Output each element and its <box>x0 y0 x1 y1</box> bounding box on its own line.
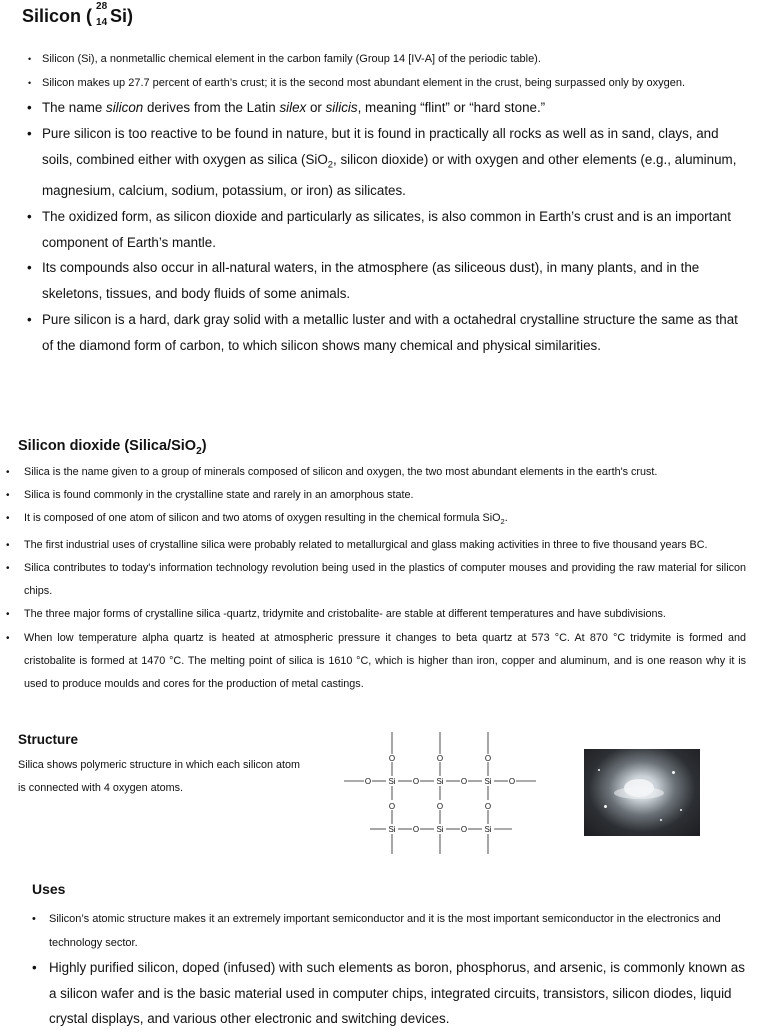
list-item: • The three major forms of crystalline silica -quartz, tridymite and cristobalite- are stable at different temperatures and have subdivisions. <box>6 603 746 626</box>
title-suffix: ) <box>127 6 134 26</box>
list-item: • Highly purified silicon, doped (infused) with such elements as boron, phosphorus, and arsenic, is commonly known as a silicon wafer and is the basic material used in computer chips, integrated circuits, transistors, silicon diodes, liquid crystal displays, and various other electronic and switching devices. <box>32 955 754 1032</box>
isotope-notation <box>92 1 110 29</box>
list-item: • Pure silicon is a hard, dark gray solid with a metallic luster and with a octahedral crystalline structure the same as that of the diamond form of carbon, to which silicon shows many chemical and physical similarities. <box>27 307 752 359</box>
oxygen-atom: O <box>460 825 468 834</box>
oxygen-atom: O <box>484 754 492 763</box>
silicon-atom: Si <box>436 825 444 834</box>
structure-description: Silica shows polymeric structure in which each silicon atom is connected with 4 oxygen atoms. <box>18 759 301 795</box>
list-item: • When low temperature alpha quartz is heated at atmospheric pressure it changes to beta quartz at 573 °C. At 870 °C tridymite is formed and cristobalite is formed at 1470 °C. The melting point of silica is 1610 °C, which is higher than iron, copper and aluminum, and is one reason why it is used to produce moulds and cores for the production of metal castings. <box>6 627 746 697</box>
structure-heading: Structure <box>18 732 79 747</box>
title-symbol: Si <box>110 6 128 26</box>
list-item: • The oxidized form, as silicon dioxide and particularly as silicates, is also common in Earth’s crust and is an important component of Earth’s mantle. <box>27 204 752 256</box>
silicon-facts-list <box>27 47 752 359</box>
oxygen-atom: O <box>388 754 396 763</box>
list-item: • Its compounds also occur in all-natural waters, in the atmosphere (as siliceous dust), in many plants, and in the skeletons, tissues, and body fluids of some animals. <box>27 255 752 307</box>
page-title <box>22 1 134 29</box>
list-item: • Silicon’s atomic structure makes it an extremely important semiconductor and it is the most important semiconductor in the electronics and technology sector. <box>32 908 754 955</box>
list-item: • Silica is found commonly in the crystalline state and rarely in an amorphous state. <box>6 484 746 507</box>
list-item: • The name silicon derives from the Latin silex or silicis, meaning “flint” or “hard stone.” <box>27 95 752 121</box>
oxygen-atom: O <box>436 754 444 763</box>
list-item: • Pure silicon is too reactive to be found in nature, but it is found in practically all rocks as well as in sand, clays, and soils, combined either with oxygen as silica (SiO$_2$, silicon dioxide) or with oxygen and other elements (e.g., aluminum, magnesium, calcium, sodium, potassium, or iron) as silicates. <box>27 121 752 204</box>
list-item: • It is composed of one atom of silicon and two atoms of oxygen resulting in the chemical formula SiO$_2$. <box>6 507 746 533</box>
oxygen-atom: O <box>388 802 396 811</box>
silica-facts-list <box>6 461 746 696</box>
oxygen-atom: O <box>364 777 372 786</box>
oxygen-atom: O <box>412 825 420 834</box>
oxygen-atom: O <box>412 777 420 786</box>
list-item: • The first industrial uses of crystalline silica were probably related to metallurgical and glass making activities in three to five thousand years BC. <box>6 534 746 557</box>
silica-structure-diagram <box>340 730 540 858</box>
silicon-atom: Si <box>388 825 396 834</box>
uses-list <box>32 908 754 1032</box>
oxygen-atom: O <box>460 777 468 786</box>
atomic-number: 14 <box>96 17 108 29</box>
oxygen-atom: O <box>436 802 444 811</box>
uses-heading: Uses <box>32 881 66 897</box>
oxygen-atom: O <box>484 802 492 811</box>
silica-heading: Silicon dioxide (Silica/SiO$_2$) <box>18 438 207 457</box>
silicon-atom: Si <box>484 825 492 834</box>
list-item: • Silicon makes up 27.7 percent of earth’s crust; it is the second most abundant element in the crust, being surpassed only by oxygen. <box>27 71 752 95</box>
list-item: • Silica contributes to today's information technology revolution being used in the plastics of computer mouses and providing the raw material for silicon chips. <box>6 557 746 603</box>
list-item: • Silica is the name given to a group of minerals composed of silicon and oxygen, the two most abundant elements in the earth's crust. <box>6 461 746 484</box>
list-item: • Silicon (Si), a nonmetallic chemical element in the carbon family (Group 14 [IV-A] of the periodic table). <box>27 47 752 71</box>
mass-number: 28 <box>96 1 108 13</box>
silicon-atom: Si <box>388 777 396 786</box>
silica-crystals-photo <box>584 749 700 836</box>
title-prefix: Silicon ( <box>22 6 93 26</box>
silicon-atom: Si <box>484 777 492 786</box>
silicon-atom: Si <box>436 777 444 786</box>
oxygen-atom: O <box>508 777 516 786</box>
